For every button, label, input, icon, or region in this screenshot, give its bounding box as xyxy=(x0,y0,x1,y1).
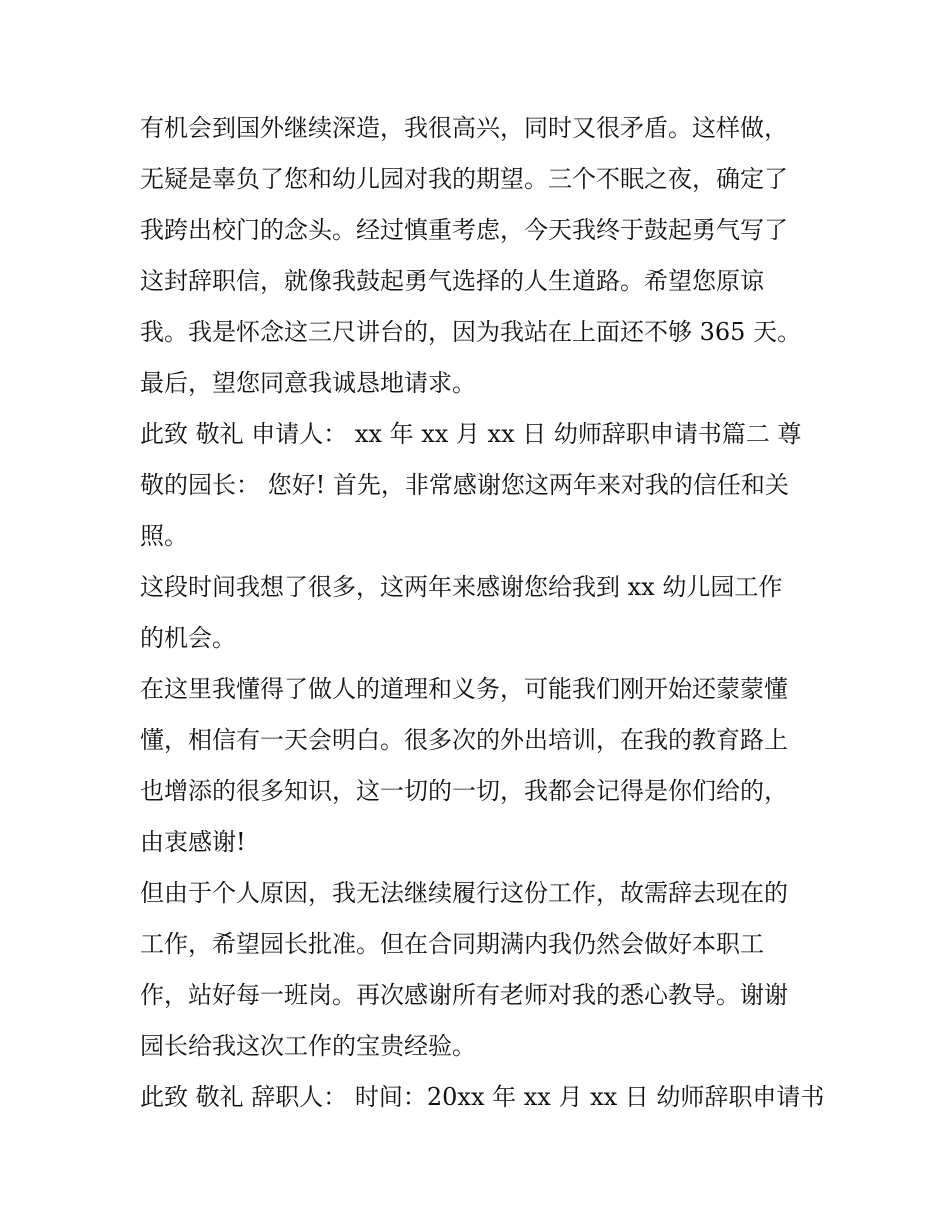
body-text xyxy=(140,103,825,1123)
text-line: 无疑是辜负了您和幼儿园对我的期望。三个不眠之夜，确定了 xyxy=(140,165,788,193)
text-line: 园长给我这次工作的宝贵经验。 xyxy=(140,1032,476,1060)
text-line: 的机会。 xyxy=(140,624,236,652)
text-line: 照。 xyxy=(140,522,188,550)
text-line: 懂，相信有一天会明白。很多次的外出培训，在我的教育路上 xyxy=(140,726,788,754)
text-line: 由衷感谢! xyxy=(140,828,246,856)
text-line: 这段时间我想了很多，这两年来感谢您给我到 xx 幼儿园工作 xyxy=(140,573,783,601)
text-line: 也增添的很多知识，这一切的一切，我都会记得是你们给的， xyxy=(140,777,788,805)
text-line: 有机会到国外继续深造，我很高兴，同时又很矛盾。这样做， xyxy=(140,114,788,142)
text-line: 最后，望您同意我诚恳地请求。 xyxy=(140,369,476,397)
text-line: 敬的园长： 您好! 首先，非常感谢您这两年来对我的信任和关 xyxy=(140,471,789,499)
text-line: 作，站好每一班岗。再次感谢所有老师对我的悉心教导。谢谢 xyxy=(140,981,788,1009)
text-line: 这封辞职信，就像我鼓起勇气选择的人生道路。希望您原谅 xyxy=(140,267,764,295)
text-line: 此致 敬礼 辞职人： 时间：20xx 年 xx 月 xx 日 幼师辞职申请书 xyxy=(140,1083,825,1111)
text-line: 在这里我懂得了做人的道理和义务，可能我们刚开始还蒙蒙懂 xyxy=(140,675,788,703)
text-line: 我。我是怀念这三尺讲台的，因为我站在上面还不够 365 天。 xyxy=(140,318,802,346)
text-line: 但由于个人原因，我无法继续履行这份工作，故需辞去现在的 xyxy=(140,879,788,907)
text-line: 此致 敬礼 申请人： xx 年 xx 月 xx 日 幼师辞职申请书篇二 尊 xyxy=(140,420,802,448)
text-line: 工作，希望园长批准。但在合同期满内我仍然会做好本职工 xyxy=(140,930,764,958)
text-line: 我跨出校门的念头。经过慎重考虑，今天我终于鼓起勇气写了 xyxy=(140,216,788,244)
